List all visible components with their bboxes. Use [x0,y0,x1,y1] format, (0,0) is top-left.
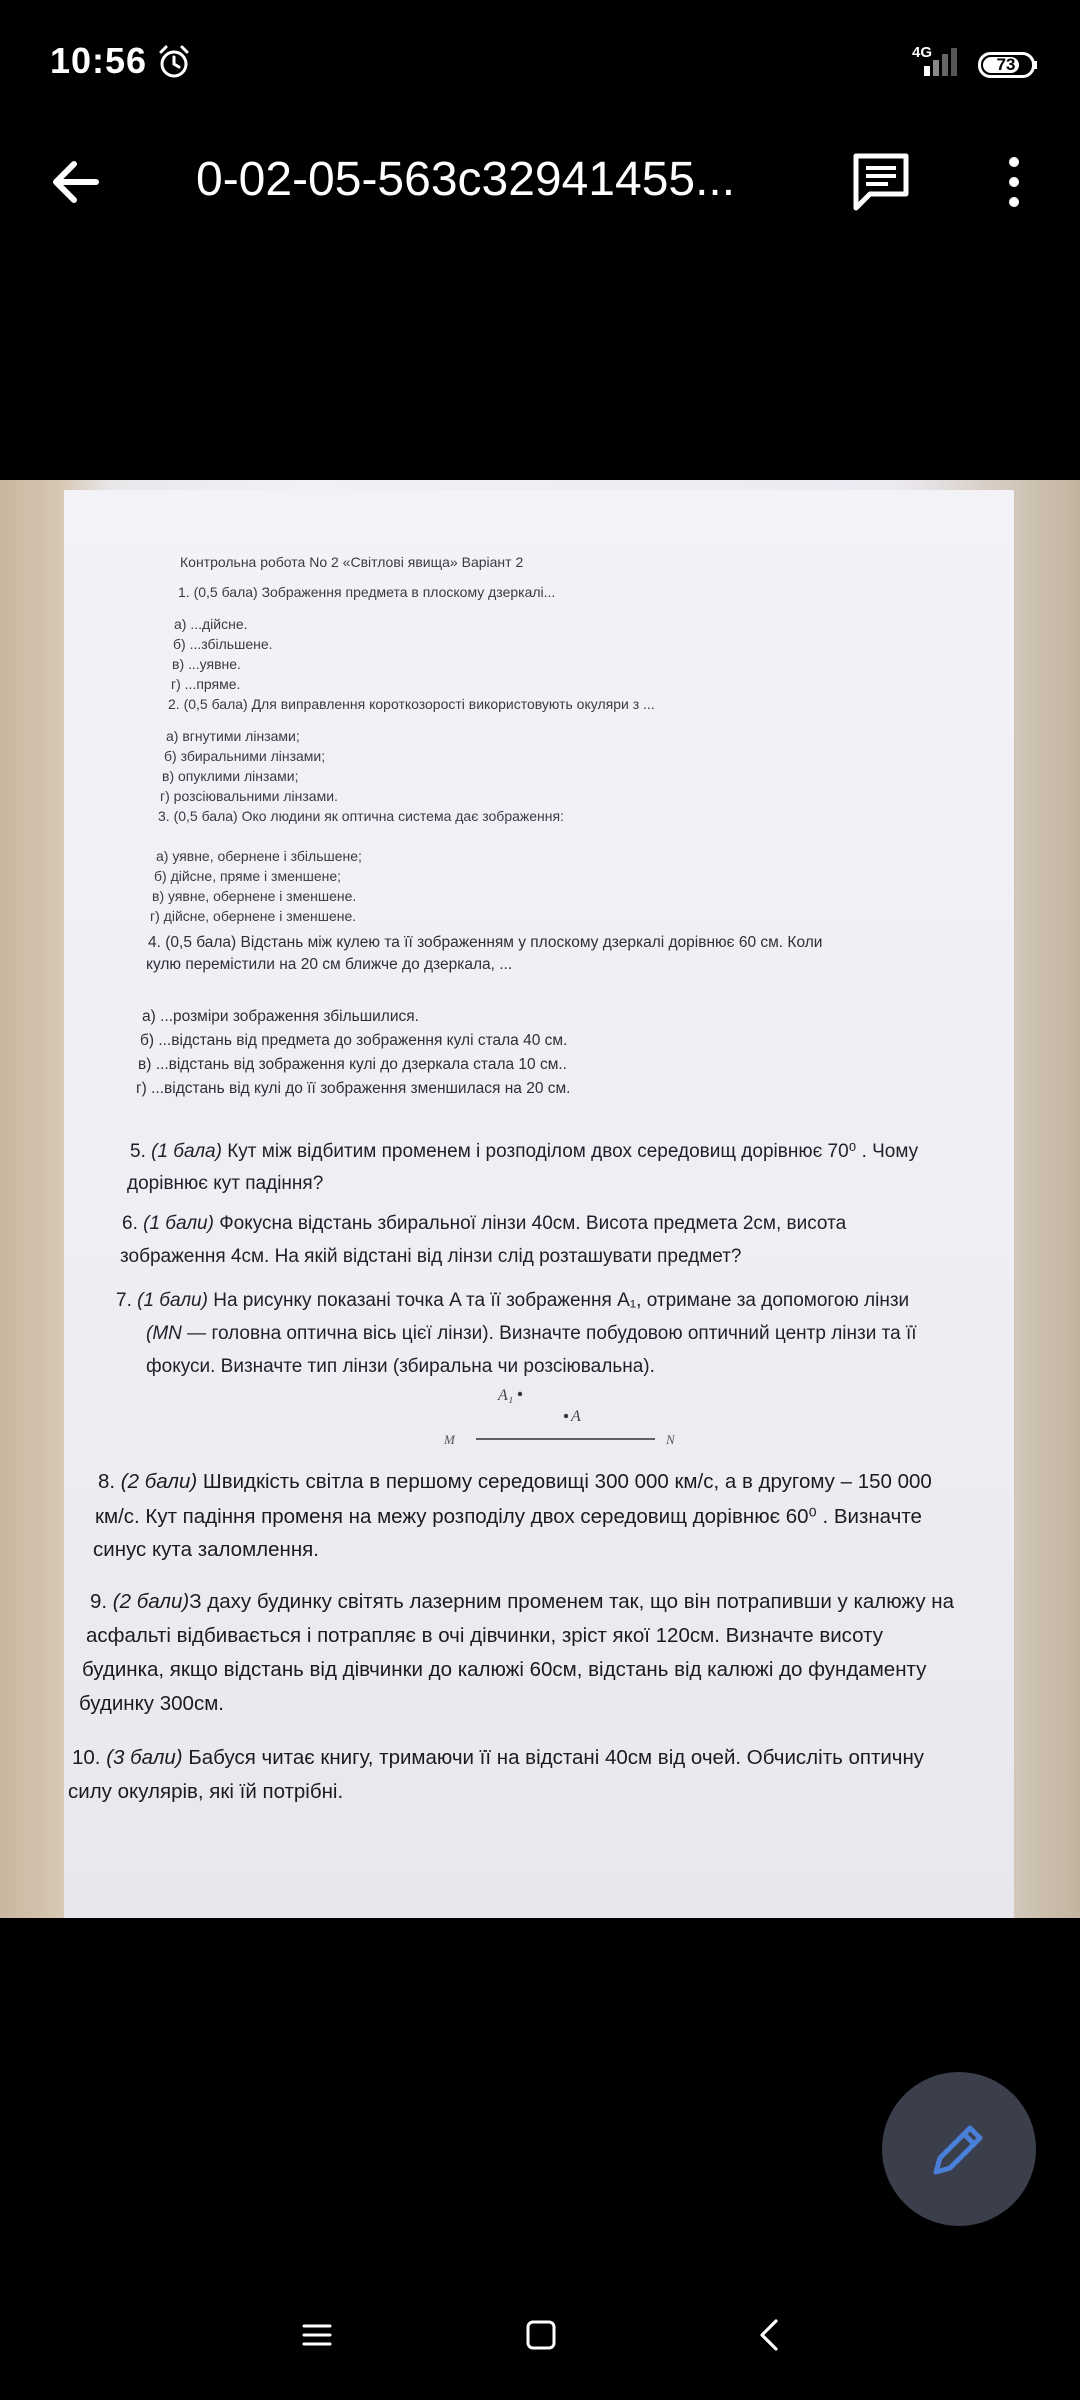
doc-heading: Контрольна робота No 2 «Світлові явища» Варіант 2 [180,554,524,570]
top-app-bar [0,130,1080,230]
q3-option: а) уявне, обернене і збільшене; [156,848,362,864]
q4-option: в) ...відстань від зображення кулі до дзеркала стала 10 см.. [138,1056,567,1073]
q1-option: г) ...пряме. [171,676,241,692]
edit-fab-button[interactable] [882,2072,1036,2226]
question-6-line-1: 6. (1 бали) Фокусна відстань збиральної лінзи 40см. Висота предмета 2см, висота [122,1213,847,1234]
back-icon[interactable] [752,2316,786,2354]
signal-icon [906,46,966,76]
pencil-icon [926,2116,992,2182]
q2-option: в) опуклими лінзами; [162,768,299,784]
question-7-line-2: (MN — головна оптична вісь цієї лінзи). Визначте побудовою оптичний центр лінзи та її [146,1323,917,1344]
q4-option: б) ...відстань від предмета до зображення кулі стала 40 см. [140,1032,568,1049]
q2-option: а) вгнутими лінзами; [166,728,300,744]
axis-m-label: M [444,1432,455,1447]
question-5-line-1: 5. (1 бала) Кут між відбитим променем і розподілом двох середовищ дорівнює 70⁰ . Чому [130,1141,919,1162]
question-4-line-1: 4. (0,5 бала) Відстань між кулею та її зображенням у плоскому дзеркалі дорівнює 60 см. Коли [148,934,823,951]
q3-option: в) уявне, обернене і зменшене. [152,888,357,904]
optics-diagram [430,1380,700,1450]
q2-option: б) збиральними лінзами; [164,748,326,764]
question-7-line-3: фокуси. Визначте тип лінзи (збиральна чи розсіювальна). [146,1356,655,1377]
question-6-line-2: зображення 4см. На якій відстані від лінзи слід розташувати предмет? [120,1246,742,1267]
question-1: 1. (0,5 бала) Зображення предмета в плоскому дзеркалі... [178,584,556,600]
network-type-label: 4G [912,44,933,61]
point-a1-dot [518,1392,522,1396]
q1-option: б) ...збільшене. [173,636,273,652]
q2-option: г) розсіювальними лінзами. [160,788,338,804]
axis-n-label: N [666,1432,675,1447]
q1-option: а) ...дійсне. [174,616,248,632]
back-arrow-icon[interactable] [46,152,106,212]
document-text [0,480,1080,1918]
question-10-line-1: 10. (3 бали) Бабуся читає книгу, тримаючи її на відстані 40см від очей. Обчисліть оптичну [72,1746,925,1769]
question-8-line-1: 8. (2 бали) Швидкість світла в першому середовищі 300 000 км/с, а в другому – 150 000 [98,1470,932,1493]
question-4-line-2: кулю перемістили на 20 см ближче до дзеркала, ... [146,956,513,973]
q4-option: а) ...розміри зображення збільшилися. [142,1008,419,1025]
question-9-line-3: будинка, якщо відстань від дівчинки до калюжі 60см, відстань від калюжі до фундаменту [82,1658,927,1681]
point-a-label: A [571,1408,581,1425]
q3-option: б) дійсне, пряме і зменшене; [154,868,342,884]
q1-option: в) ...уявне. [172,656,241,672]
status-time: 10:56 [50,40,148,81]
question-10-line-2: силу окулярів, які їй потрібні. [68,1780,344,1803]
comment-icon[interactable] [850,150,912,212]
more-vertical-icon[interactable] [996,152,1032,212]
question-2: 2. (0,5 бала) Для виправлення короткозорості використовують окуляри з ... [168,696,655,712]
file-title: 0-02-05-563c32941455... [196,153,736,206]
point-a1-label: A₁ [498,1387,514,1404]
alarm-icon [156,44,192,80]
question-8-line-2: км/с. Кут падіння променя на межу розподілу двох середовищ дорівнює 60⁰ . Визначте [95,1505,922,1528]
system-nav-bar [0,2280,1080,2400]
point-a-dot [564,1414,568,1418]
question-9-line-2: асфальті відбивається і потрапляє в очі дівчинки, зріст якої 120см. Визначте висоту [86,1624,883,1647]
menu-icon[interactable] [300,2318,334,2352]
document-photo[interactable] [0,480,1080,1918]
question-7-line-1: 7. (1 бали) На рисунку показані точка A та її зображення A₁, отримане за допомогою лінзи [116,1290,910,1311]
q3-option: г) дійсне, обернене і зменшене. [150,908,357,924]
status-bar [0,0,1080,130]
battery-level: 73 [996,55,1016,74]
question-9-line-4: будинку 300см. [79,1692,224,1715]
question-5-line-2: дорівнює кут падіння? [127,1173,324,1194]
question-9-line-1: 9. (2 бали)З даху будинку світять лазерним променем так, що він потрапивши у калюжу на [90,1590,954,1613]
question-8-line-3: синус кута заломлення. [93,1538,319,1561]
question-3: 3. (0,5 бала) Око людини як оптична система дає зображення: [158,808,564,824]
home-icon[interactable] [524,2318,558,2352]
q4-option: г) ...відстань від кулі до її зображення зменшилася на 20 см. [136,1080,571,1097]
